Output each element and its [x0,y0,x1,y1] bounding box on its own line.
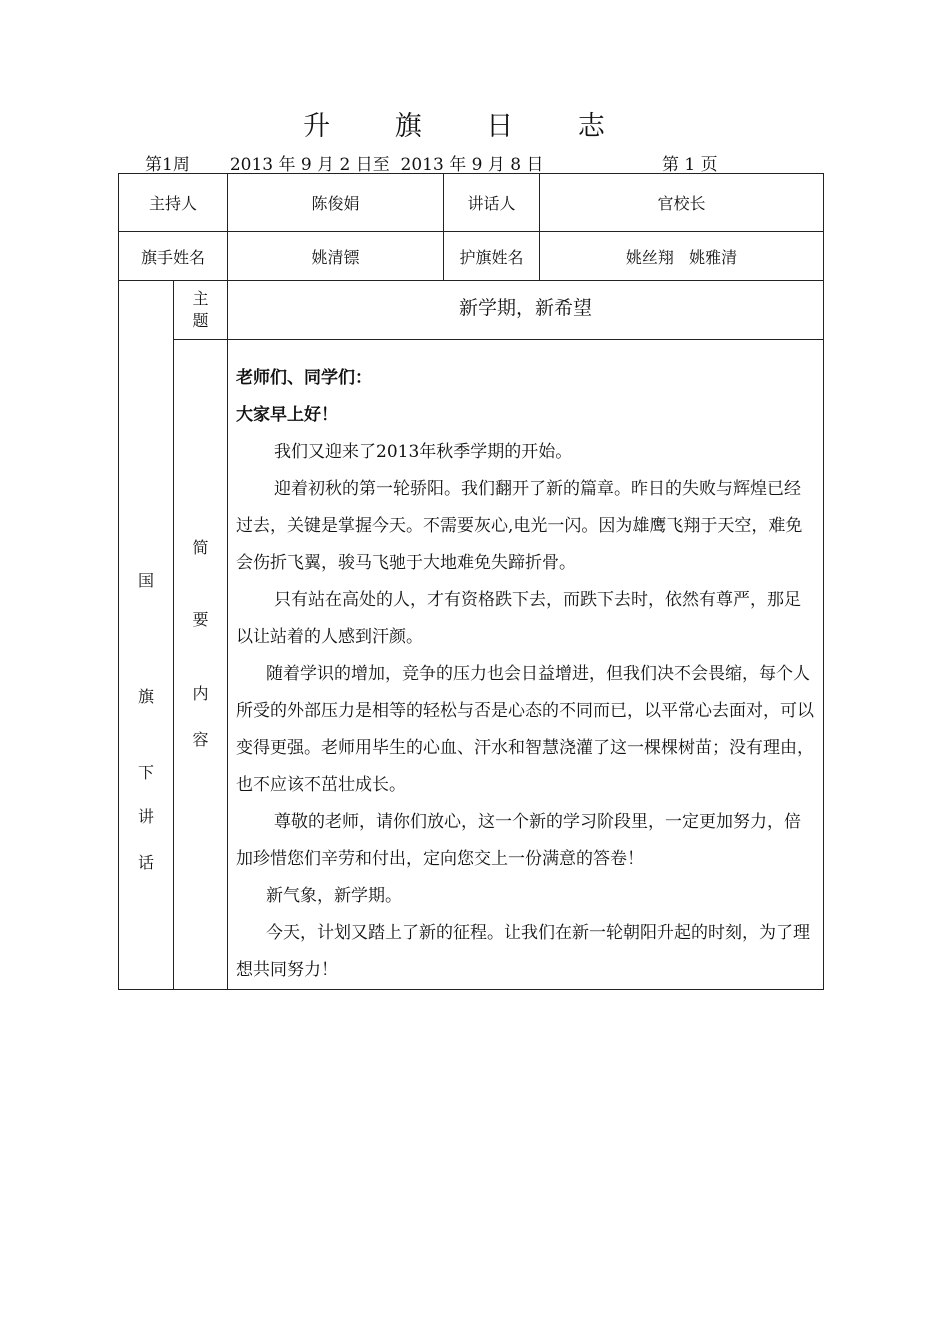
week-date-line [145,150,543,175]
flag-bearer-label: 旗手姓名 [119,232,228,281]
summary-char: 容 [192,730,209,749]
speech-paragraph: 迎着初秋的第一轮骄阳。我们翻开了新的篇章。昨日的失败与辉煌已经过去，关键是掌握今天。不需要灰心,电光一闪。因为雄鹰飞翔于天空，难免会伤折飞翼，骏马飞驰于大地难免失蹄折骨。 [236,479,803,573]
speech-greeting: 老师们、同学们： [236,368,373,388]
section-char: 话 [137,853,154,872]
theme-label [174,281,228,340]
summary-label [174,340,228,990]
flag-bearer-value: 姚清镖 [228,232,444,281]
page-title: 升 旗 日 志 [303,111,633,142]
date-range: 2013 年 9 月 2 日至 2013 年 9 月 8 日 [229,155,544,175]
page-number: 第 1 页 [662,155,718,175]
speaker-label: 讲话人 [444,174,540,232]
summary-char: 内 [192,684,209,703]
host-value: 陈俊娟 [228,174,444,232]
speech-paragraph: 尊敬的老师，请你们放心，这一个新的学习阶段里，一定更加努力，倍加珍惜您们辛劳和付出，定向您交上一份满意的答卷！ [236,812,802,869]
section-char: 国 [137,571,154,590]
section-char: 旗 [137,687,154,706]
table-row [119,174,824,232]
speech-content [228,340,824,990]
theme-label-char: 主 [192,289,209,308]
theme-value: 新学期，新希望 [228,281,824,340]
host-label: 主持人 [119,174,228,232]
week-label: 第1周 [145,155,190,175]
guard-label: 护旗姓名 [444,232,540,281]
guard-value: 姚丝翔 姚雅清 [540,232,824,281]
section-label [119,281,174,990]
section-char: 讲 [137,807,154,826]
summary-char: 要 [192,610,209,629]
speech-morning: 大家早上好！ [236,405,339,425]
speech-paragraph: 新气象，新学期。 [266,886,403,906]
speaker-value: 官校长 [540,174,824,232]
section-char: 下 [137,763,154,782]
speech-paragraph: 只有站在高处的人，才有资格跌下去，而跌下去时，依然有尊严，那足以让站着的人感到汗颜。 [236,590,802,647]
speech-paragraph: 我们又迎来了2013年秋季学期的开始。 [274,442,573,462]
table-row [119,281,824,340]
speech-paragraph: 今天，计划又踏上了新的征程。让我们在新一轮朝阳升起的时刻，为了理想共同努力！ [236,923,811,980]
theme-label-char: 题 [192,311,209,330]
speech-paragraph: 随着学识的增加，竞争的压力也会日益增进，但我们决不会畏缩，每个人所受的外部压力是相等的轻松与否是心态的不同而已，以平常心去面对，可以变得更强。老师用毕生的心血、汗水和智慧浇灌了这一棵棵树苗；没有理由，也不应该不茁壮成长。 [236,664,815,795]
table-row [119,232,824,281]
table-row [119,340,824,990]
summary-char: 简 [192,538,209,557]
flag-raising-log-table [118,173,824,990]
